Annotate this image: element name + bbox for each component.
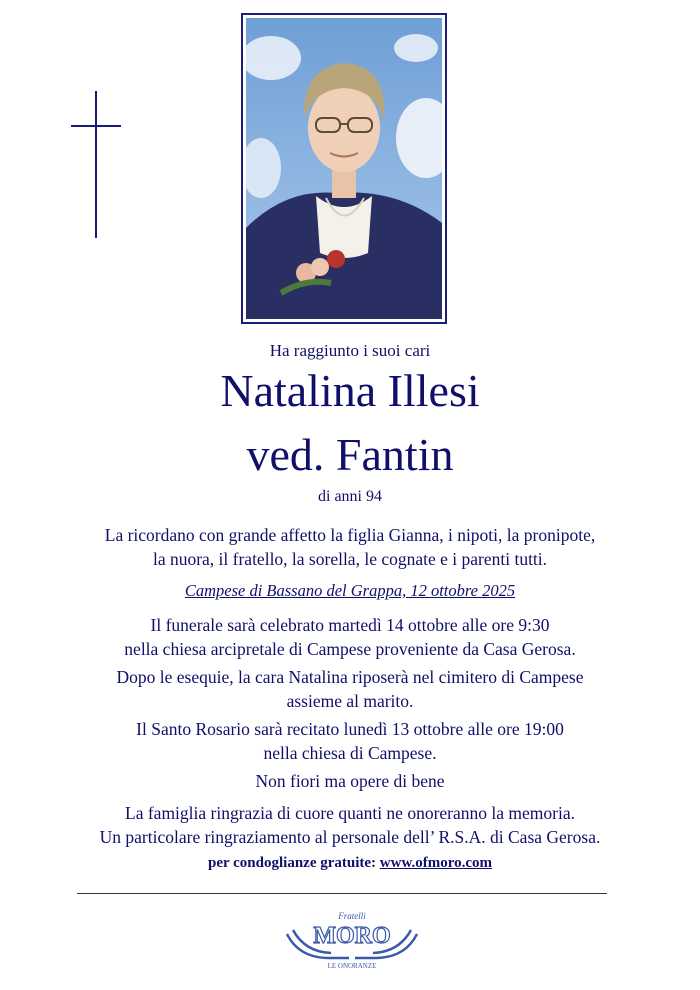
deceased-name: Natalina Illesi xyxy=(220,365,480,416)
funeral-home-logo xyxy=(279,908,425,970)
logo-top-text: Fratelli xyxy=(338,911,366,921)
logo-bottom-text: LE ONORANZE xyxy=(327,962,377,970)
logo-name-text: MORO xyxy=(313,923,391,949)
no-flowers-text: Non fiori ma opere di bene xyxy=(255,771,445,791)
condolence-link[interactable]: www.ofmoro.com xyxy=(379,855,492,871)
burial-info: Dopo le esequie, la cara Natalina riposerà nel cimitero di Campese assieme al marito. xyxy=(116,667,584,711)
intro-text: Ha raggiunto i suoi cari xyxy=(269,341,431,360)
thanks-text: La famiglia ringrazia di cuore quanti ne onoreranno la memoria. Un particolare ringraziamento al personale dell’ R.S.A. di Casa Gerosa. xyxy=(99,803,601,847)
funeral-info: Il funerale sarà celebrato martedì 14 ottobre alle ore 9:30 nella chiesa arcipretale di Campese proveniente da Casa Gerosa. xyxy=(124,615,576,659)
place-date: Campese di Bassano del Grappa, 12 ottobre 2025 xyxy=(184,581,516,600)
portrait-photo xyxy=(241,13,447,324)
age-text: di anni 94 xyxy=(318,488,382,505)
condolence-label: per condoglianze gratuite: xyxy=(208,855,377,871)
rosary-info: Il Santo Rosario sarà recitato lunedì 13 ottobre alle ore 19:00 nella chiesa di Campese. xyxy=(136,719,564,763)
condolence-line xyxy=(0,855,700,872)
deceased-married-name: ved. Fantin xyxy=(246,429,454,480)
divider xyxy=(77,893,607,894)
family-announcement: La ricordano con grande affetto la figlia Gianna, i nipoti, la pronipote, la nuora, il fratello, la sorella, le cognate e i parenti tutti. xyxy=(104,525,596,569)
